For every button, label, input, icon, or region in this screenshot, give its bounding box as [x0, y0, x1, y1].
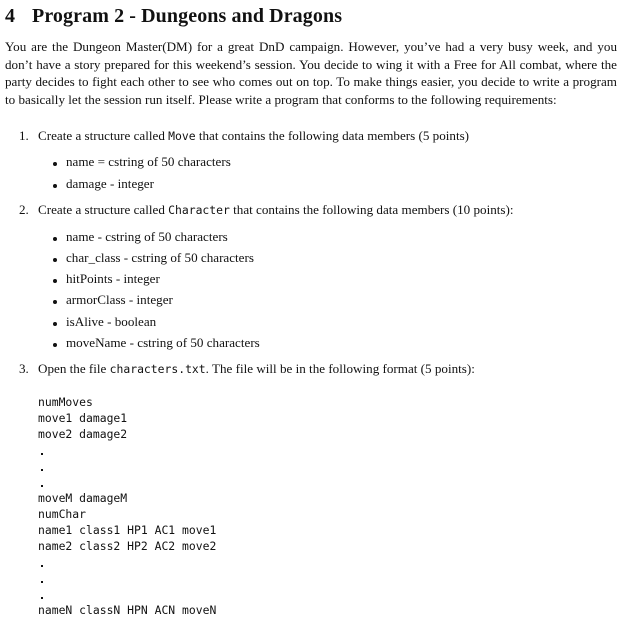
code-line: nameN classN HPN ACN moveN [38, 603, 217, 617]
ellipsis-dot [41, 485, 43, 487]
list-item-1-bullet-1: name = cstring of 50 characters [66, 154, 231, 169]
bullet-icon [53, 162, 57, 166]
inline-code: Character [168, 203, 230, 217]
list-item-2-bullet-4: armorClass - integer [66, 292, 173, 307]
bullet-icon [53, 258, 57, 262]
list-item-2-text: Create a structure called Character that contains the following data members (10 points): [38, 202, 514, 217]
code-line: numChar [38, 507, 87, 521]
ellipsis-dot [41, 597, 43, 599]
list-item-1-number: 1. [19, 128, 29, 143]
code-line: name2 class2 HP2 AC2 move2 [38, 539, 217, 553]
list-item-2-bullet-6: moveName - cstring of 50 characters [66, 335, 260, 350]
list-item-2-bullet-5: isAlive - boolean [66, 314, 157, 329]
list-item-1-text: Create a structure called Move that contains the following data members (5 points) [38, 128, 470, 143]
ellipsis-dot [41, 581, 43, 583]
inline-code: Move [168, 129, 196, 143]
section-title: Program 2 - Dungeons and Dragons [32, 5, 343, 27]
code-line: numMoves [38, 395, 93, 409]
section-heading [5, 5, 342, 28]
list-item-2-bullet-2: char_class - cstring of 50 characters [66, 250, 254, 265]
bullet-icon [53, 322, 57, 326]
code-line: moveM damageM [38, 491, 128, 505]
list-item-1-bullet-2: damage - integer [66, 176, 154, 191]
code-line: move1 damage1 [38, 411, 128, 425]
list-item-2-bullet-3: hitPoints - integer [66, 271, 160, 286]
section-number: 4 [5, 5, 16, 27]
ellipsis-dot [41, 565, 43, 567]
code-line: name1 class1 HP1 AC1 move1 [38, 523, 217, 537]
bullet-icon [53, 237, 57, 241]
ellipsis-dot [41, 469, 43, 471]
intro-paragraph: You are the Dungeon Master(DM) for a great DnD campaign. However, you’ve had a very busy week, and you don’t have a story prepared for this weekend’s session. You decide to wing it with a Free for All combat, where the party decides to fight each other to see who comes out on top. To make things easier, you decide to write a program to basically let the session run itself. Please write a program that conforms to the following requirements: [5, 39, 617, 108]
bullet-icon [53, 184, 57, 188]
bullet-icon [53, 300, 57, 304]
code-line: move2 damage2 [38, 427, 128, 441]
list-item-3-text: Open the file characters.txt. The file will be in the following format (5 points): [38, 361, 475, 376]
list-item-3-number: 3. [19, 361, 29, 376]
list-item-2-number: 2. [19, 202, 29, 217]
bullet-icon [53, 279, 57, 283]
inline-code: characters.txt [109, 362, 206, 376]
list-item-2-bullet-1: name - cstring of 50 characters [66, 229, 228, 244]
ellipsis-dot [41, 453, 43, 455]
bullet-icon [53, 343, 57, 347]
